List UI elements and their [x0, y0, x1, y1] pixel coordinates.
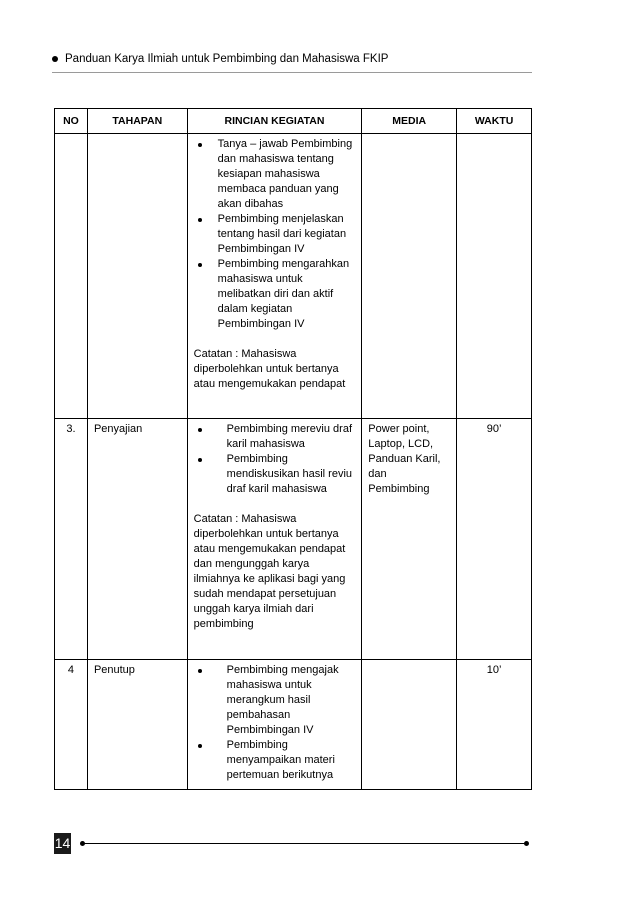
- cell-no: 4: [55, 660, 88, 790]
- header-title: Panduan Karya Ilmiah untuk Pembimbing dan Mahasiswa FKIP: [65, 53, 389, 65]
- activity-table: [54, 108, 532, 790]
- footer-rule: [84, 843, 526, 844]
- cell-rincian-kegiatan: [187, 660, 362, 790]
- list-item: Pembimbing menyampaikan materi pertemuan berikutnya: [194, 738, 356, 783]
- cell-tahapan: Penyajian: [87, 419, 187, 660]
- column-header-media: MEDIA: [362, 109, 457, 134]
- list-item: Pembimbing mendiskusikan hasil reviu draf karil mahasiswa: [194, 452, 356, 497]
- cell-waktu: [457, 134, 532, 419]
- cell-media: Power point, Laptop, LCD, Panduan Karil, dan Pembimbing: [362, 419, 457, 660]
- column-header-waktu: WAKTU: [457, 109, 532, 134]
- cell-media: [362, 660, 457, 790]
- table-row: [55, 419, 532, 660]
- list-item: Pembimbing mengarahkan mahasiswa untuk melibatkan diri dan aktif dalam kegiatan Pembimbingan IV: [194, 257, 356, 332]
- footer-dot-icon: [524, 841, 529, 846]
- cell-waktu: 10’: [457, 660, 532, 790]
- list-item: Pembimbing menjelaskan tentang hasil dari kegiatan Pembimbingan IV: [194, 212, 356, 257]
- activity-note: Catatan : Mahasiswa diperbolehkan untuk bertanya atau mengemukakan pendapat: [193, 348, 346, 390]
- cell-waktu: 90’: [457, 419, 532, 660]
- activity-note: Catatan : Mahasiswa diperbolehkan untuk bertanya atau mengemukakan pendapat dan mengunggah karya ilmiahnya ke aplikasi bagi yang sudah mendapat persetujuan unggah karya ilmiah dari pembimbing: [193, 513, 346, 630]
- table-row: [55, 660, 532, 790]
- bullet-dot-icon: [52, 56, 58, 62]
- activity-list: [194, 422, 356, 497]
- cell-no: 3.: [55, 419, 88, 660]
- list-item: Pembimbing mereviu draf karil mahasiswa: [194, 422, 356, 452]
- cell-tahapan: Penutup: [87, 660, 187, 790]
- page-number: 14: [54, 833, 71, 854]
- cell-rincian-kegiatan: [187, 134, 362, 419]
- cell-media: [362, 134, 457, 419]
- header-rule: [52, 72, 532, 73]
- page-header: [52, 53, 532, 65]
- column-header-rincian-kegiatan: RINCIAN KEGIATAN: [187, 109, 362, 134]
- activity-list: [194, 137, 356, 332]
- cell-no: [55, 134, 88, 419]
- column-header-tahapan: TAHAPAN: [87, 109, 187, 134]
- table-header-row: [55, 109, 532, 134]
- list-item: Pembimbing mengajak mahasiswa untuk merangkum hasil pembahasan Pembimbingan IV: [194, 663, 356, 738]
- cell-tahapan: [87, 134, 187, 419]
- cell-rincian-kegiatan: [187, 419, 362, 660]
- activity-list: [194, 663, 356, 783]
- table-row: [55, 134, 532, 419]
- column-header-no: NO: [55, 109, 88, 134]
- list-item: Tanya – jawab Pembimbing dan mahasiswa tentang kesiapan mahasiswa membaca panduan yang akan dibahas: [194, 137, 356, 212]
